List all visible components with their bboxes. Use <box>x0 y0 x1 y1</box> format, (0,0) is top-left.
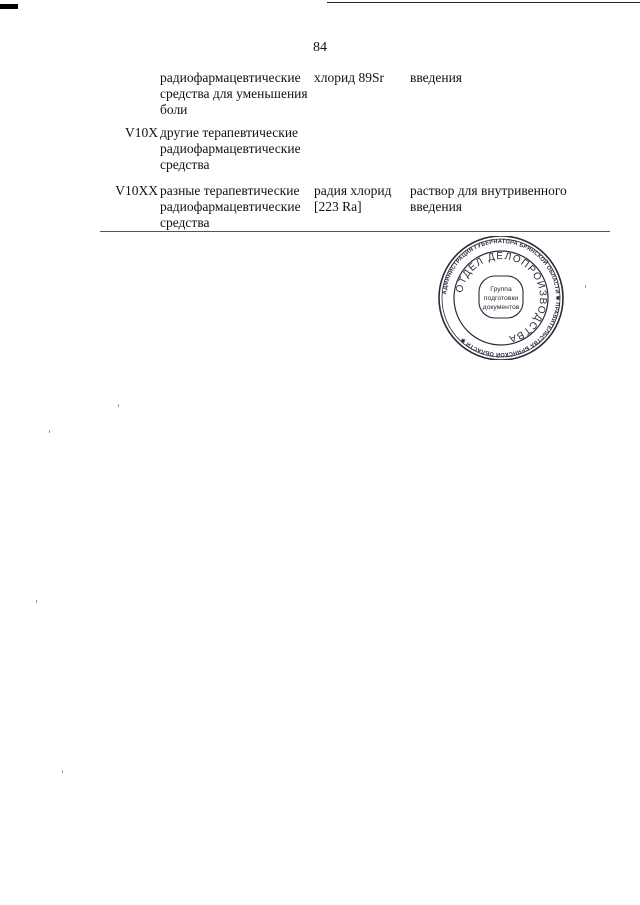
atc-code: V10XX <box>115 183 158 198</box>
page-number: 84 <box>313 40 327 55</box>
group-name: радиофармацевтические средства для уменьшения боли <box>160 70 308 117</box>
scan-speck <box>585 285 586 288</box>
stamp-outer-ring-text: АДМИНИСТРАЦИЯ ГУБЕРНАТОРА БРЯНСКОЙ ОБЛАСТИ ✱ ПРАВИТЕЛЬСТВА БРЯНСКОЙ ОБЛАСТИ ✱ <box>442 238 561 358</box>
group-name: разные терапевтические радиофармацевтические средства <box>160 183 301 230</box>
stamp-center-line: Группа <box>490 286 512 293</box>
stamp-center-text <box>483 286 520 311</box>
table-bottom-rule <box>100 231 610 232</box>
scan-speck <box>118 404 119 407</box>
group-name: другие терапевтические радиофармацевтические средства <box>160 125 301 172</box>
dosage-form: введения <box>410 70 463 85</box>
table-row <box>100 70 610 125</box>
scan-speck <box>36 600 37 603</box>
atc-code: V10X <box>125 125 158 140</box>
office-stamp <box>437 236 565 360</box>
scan-edge-line <box>327 2 640 3</box>
table-row <box>100 125 610 183</box>
table-row <box>100 183 610 233</box>
scan-edge-mark <box>0 4 18 9</box>
stamp-center-line: подготовки <box>483 295 519 302</box>
scan-speck <box>62 770 63 773</box>
dosage-form: раствор для внутривенного введения <box>410 183 567 214</box>
medication-table <box>100 70 610 233</box>
drug-name: радия хлорид [223 Ra] <box>314 183 392 214</box>
drug-name: хлорид 89Sr <box>314 70 384 85</box>
scan-speck <box>49 430 50 433</box>
stamp-center-line: документов <box>482 304 520 311</box>
stamp-inner-ring-text: ОТДЕЛ ДЕЛОПРОИЗВОДСТВА <box>454 250 549 345</box>
